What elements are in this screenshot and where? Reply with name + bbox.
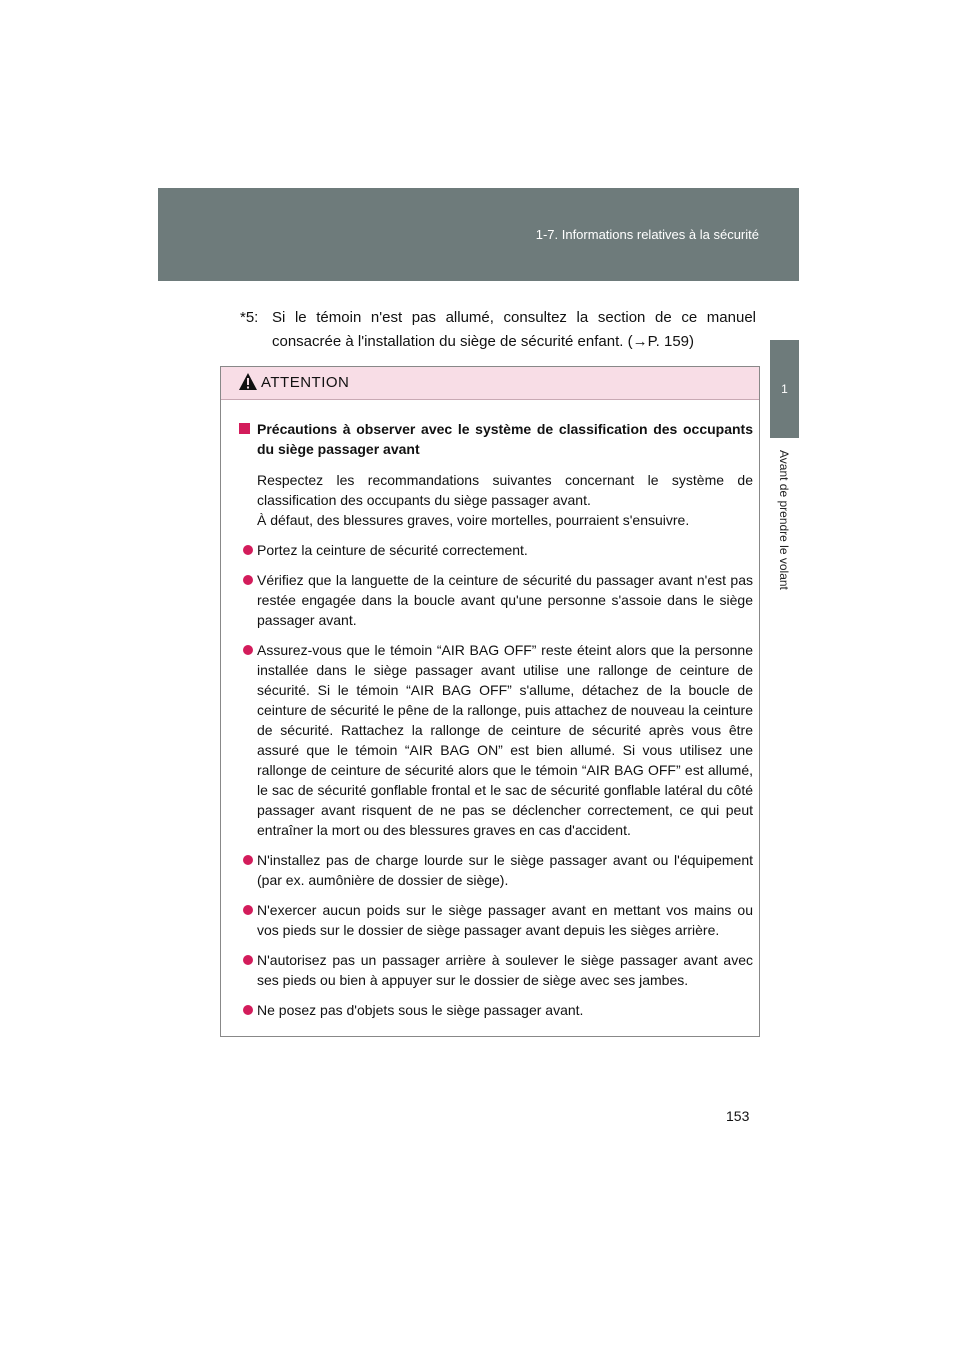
bullet-dot-icon	[243, 575, 253, 585]
list-item: Vérifiez que la languette de la ceinture de sécurité du passager avant n'est pas restée engagée dans la boucle avant qu'une personne s'assoie dans le siège passager avant.	[239, 570, 753, 630]
warning-section-title: Précautions à observer avec le système de classification des occupants du siège passager avant	[239, 419, 753, 459]
chapter-tab	[770, 340, 799, 438]
intro-paragraph-2: À défaut, des blessures graves, voire mortelles, pourraient s'ensuivre.	[257, 512, 690, 528]
chapter-number: 1	[781, 382, 788, 396]
bullet-dot-icon	[243, 645, 253, 655]
chapter-title: Avant de prendre le volant	[777, 450, 791, 590]
warning-triangle-icon	[238, 372, 258, 391]
intro-paragraph-1: Respectez les recommandations suivantes concernant le système de classification des occupants du siège passager avant.	[257, 472, 753, 508]
chapter-title-vertical	[774, 450, 794, 620]
warning-label: ATTENTION	[261, 374, 350, 391]
footnote	[240, 306, 756, 354]
bullet-dot-icon	[243, 545, 253, 555]
list-item: N'installez pas de charge lourde sur le siège passager avant ou l'équipement (par ex. aumônière de dossier de siège).	[239, 850, 753, 890]
header-bar	[158, 188, 799, 281]
page-number: 153	[726, 1108, 750, 1124]
list-item: Assurez-vous que le témoin “AIR BAG OFF” reste éteint alors que la personne installée dans le siège passager avant utilise une rallonge de ceinture de sécurité. Si le témoin “AIR BAG OFF” s'allume, détachez de la boucle de ceinture de sécurité le pêne de la rallonge, puis attachez de nouveau la ceinture de sécurité. Rattachez la rallonge de ceinture de sécurité après vous être assuré que le témoin “AIR BAG ON” est bien allumé. Si vous utilisez une rallonge de ceinture de sécurité alors que le témoin “AIR BAG OFF” est allumé, le sac de sécurité gonflable frontal et le sac de sécurité gonflable latéral du côté passager avant risquent de ne pas se déclencher correctement, ce qui peut entraîner la mort ou des blessures graves en cas d'accident.	[239, 640, 753, 840]
bullet-dot-icon	[243, 905, 253, 915]
square-bullet-icon	[239, 423, 250, 434]
list-item: N'exercer aucun poids sur le siège passager avant en mettant vos mains ou vos pieds sur le dossier de siège passager avant depuis les sièges arrière.	[239, 900, 753, 940]
warning-body	[221, 400, 759, 1020]
footnote-text: Si le témoin n'est pas allumé, consultez la section de ce manuel consacrée à l'installation du siège de sécurité enfant. (→P. 159)	[272, 309, 756, 350]
warning-header	[221, 367, 759, 400]
footnote-mark: *5:	[240, 309, 259, 326]
list-item: Portez la ceinture de sécurité correctement.	[239, 540, 753, 560]
bullet-dot-icon	[243, 1005, 253, 1015]
list-item: N'autorisez pas un passager arrière à soulever le siège passager avant avec ses pieds ou bien à appuyer sur le dossier de siège avec ses jambes.	[239, 950, 753, 990]
warning-intro	[239, 470, 753, 530]
section-title: 1-7. Informations relatives à la sécurité	[535, 227, 759, 242]
warning-box	[220, 366, 760, 1037]
bullet-dot-icon	[243, 955, 253, 965]
list-item: Ne posez pas d'objets sous le siège passager avant.	[239, 1000, 753, 1020]
bullet-dot-icon	[243, 855, 253, 865]
